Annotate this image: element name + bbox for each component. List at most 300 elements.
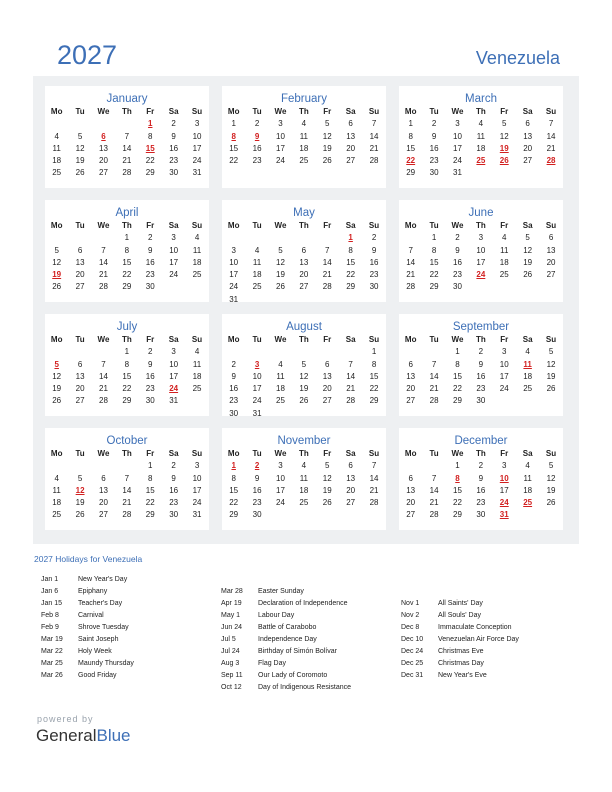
day-number: 13 (99, 143, 108, 153)
week-row (399, 131, 563, 143)
week-row (45, 143, 209, 155)
weekday-label: We (451, 107, 464, 116)
holiday-date-label: Mar 19 (41, 636, 63, 643)
day-number: 16 (369, 257, 379, 267)
day-number: 9 (171, 131, 176, 141)
logo-blue: Blue (96, 726, 131, 745)
month-october (45, 428, 209, 530)
day-number: 10 (476, 245, 486, 255)
weekday-label: Fr (146, 449, 155, 458)
empty-day (222, 232, 245, 244)
day-number: 22 (122, 270, 132, 280)
empty-day (493, 395, 516, 407)
weekday-label: Mo (404, 449, 417, 458)
day-number: 9 (371, 245, 377, 255)
empty-day (516, 509, 539, 521)
holiday-row (401, 670, 519, 682)
day-number: 7 (124, 473, 130, 483)
weekday-label: Sa (168, 335, 179, 344)
holiday-name: New Year's Eve (438, 672, 487, 679)
holiday-name: Venezuelan Air Force Day (438, 636, 519, 643)
holiday-date-label: Aug 3 (221, 660, 240, 667)
day-number: 20 (99, 498, 108, 508)
weekday-label: Fr (323, 449, 332, 458)
month-name: March (465, 93, 497, 105)
day-number: 5 (278, 245, 283, 255)
day-number: 4 (525, 347, 530, 357)
empty-day (339, 294, 362, 306)
day-number: 28 (122, 510, 132, 520)
day-number: 19 (75, 498, 85, 508)
week-row (399, 281, 563, 293)
week-row (399, 383, 563, 395)
empty-day (45, 232, 68, 244)
day-number: 14 (429, 485, 439, 495)
day-number: 27 (546, 270, 556, 280)
day-number: 17 (499, 485, 509, 495)
day-number: 13 (322, 371, 332, 381)
day-number: 1 (231, 119, 236, 129)
weekday-label: Mo (227, 449, 240, 458)
empty-day (339, 408, 362, 420)
holiday-date-label: Jul 24 (221, 648, 240, 655)
empty-day (399, 232, 422, 244)
day-number: 7 (371, 461, 377, 471)
holiday-date: 15 (145, 143, 155, 153)
weekday-header (222, 106, 386, 118)
day-number: 16 (252, 485, 262, 495)
day-number: 2 (171, 461, 176, 471)
day-number: 3 (278, 461, 283, 471)
day-number: 29 (406, 168, 416, 178)
day-number: 29 (145, 510, 155, 520)
week-row (399, 460, 563, 472)
weekday-label: Mo (50, 335, 63, 344)
empty-day (516, 395, 539, 407)
day-number: 4 (254, 245, 260, 255)
day-number: 30 (169, 168, 179, 178)
day-number: 4 (54, 131, 59, 141)
holiday-date-label: Jan 1 (41, 576, 59, 583)
holiday-row (41, 634, 134, 646)
day-number: 30 (229, 408, 239, 418)
day-number: 12 (499, 131, 509, 141)
day-number: 11 (192, 359, 202, 369)
day-number: 11 (192, 245, 202, 255)
day-number: 9 (455, 245, 460, 255)
empty-day (292, 232, 315, 244)
day-number: 28 (346, 396, 356, 406)
holiday-row (41, 598, 134, 610)
day-number: 13 (546, 245, 556, 255)
day-number: 3 (171, 233, 176, 243)
day-number: 8 (231, 473, 236, 483)
weekday-label: Mo (404, 221, 417, 230)
day-number: 25 (52, 168, 62, 178)
weekday-label: Fr (323, 335, 332, 344)
day-number: 5 (77, 473, 83, 483)
holiday-name: Easter Sunday (258, 588, 304, 595)
day-number: 15 (369, 371, 379, 381)
holiday-date-label: Sep 11 (221, 672, 243, 679)
weekday-label: Th (475, 221, 486, 230)
weekday-label: Th (298, 221, 309, 230)
day-number: 13 (75, 371, 85, 381)
weekday-label: Mo (50, 107, 63, 116)
holiday-date: 22 (406, 156, 416, 166)
empty-day (269, 509, 292, 521)
week-row (222, 485, 386, 497)
day-number: 6 (408, 359, 413, 369)
day-number: 13 (75, 257, 85, 267)
day-number: 7 (124, 131, 130, 141)
day-number: 16 (229, 384, 239, 394)
holiday-name: Saint Joseph (78, 636, 119, 643)
day-number: 7 (408, 245, 413, 255)
day-number: 6 (301, 245, 307, 255)
day-number: 16 (169, 485, 179, 495)
weekday-label: Tu (252, 107, 262, 116)
holiday-row (41, 574, 134, 586)
empty-day (399, 346, 422, 358)
holiday-date-label: Dec 8 (401, 624, 420, 631)
holiday-row (401, 634, 519, 646)
day-number: 24 (192, 498, 202, 508)
country-name: Venezuela (475, 48, 560, 68)
day-number: 12 (546, 359, 556, 369)
day-number: 7 (325, 245, 330, 255)
month-january (45, 86, 209, 188)
holiday-date: 1 (231, 461, 236, 471)
month-december (399, 428, 563, 530)
day-number: 11 (52, 143, 61, 153)
day-number: 30 (453, 282, 462, 292)
day-number: 6 (525, 119, 530, 129)
day-number: 3 (171, 347, 176, 357)
month-name: August (286, 321, 322, 333)
day-number: 28 (122, 168, 132, 178)
month-name: July (116, 321, 138, 333)
day-number: 1 (124, 347, 130, 357)
day-number: 22 (145, 156, 155, 166)
day-number: 19 (52, 384, 62, 394)
weekday-label: Su (191, 449, 203, 458)
week-row (45, 473, 209, 485)
day-number: 1 (148, 461, 153, 471)
day-number: 8 (408, 131, 413, 141)
week-row (222, 497, 386, 509)
day-number: 10 (169, 245, 179, 255)
weekday-label: Sa (345, 107, 356, 116)
day-number: 9 (478, 473, 484, 483)
empty-day (92, 346, 115, 358)
empty-day (269, 408, 292, 420)
holiday-row (401, 622, 519, 634)
empty-day (493, 167, 516, 179)
day-number: 24 (276, 498, 285, 508)
weekday-label: We (451, 449, 464, 458)
month-april (45, 200, 209, 302)
day-number: 22 (346, 270, 356, 280)
day-number: 26 (276, 282, 285, 292)
holiday-date: 2 (254, 461, 260, 471)
day-number: 22 (229, 498, 239, 508)
weekday-label: Su (191, 221, 203, 230)
holiday-date: 3 (254, 359, 260, 369)
week-row (222, 245, 386, 257)
day-number: 9 (148, 245, 153, 255)
empty-day (362, 509, 385, 521)
week-row (45, 281, 209, 293)
week-row (45, 485, 209, 497)
day-number: 10 (499, 359, 509, 369)
day-number: 14 (99, 371, 108, 381)
holiday-name: Shrove Tuesday (78, 624, 129, 631)
week-row (399, 245, 563, 257)
day-number: 5 (548, 461, 554, 471)
holiday-date: 24 (476, 270, 486, 280)
day-number: 19 (546, 371, 556, 381)
holiday-date-label: Jan 6 (41, 588, 59, 595)
month-september (399, 314, 563, 416)
day-number: 30 (429, 168, 439, 178)
week-row (45, 359, 209, 371)
empty-day (68, 118, 91, 130)
day-number: 23 (369, 270, 379, 280)
month-name: June (468, 207, 494, 219)
week-row (399, 269, 563, 281)
day-number: 27 (75, 396, 85, 406)
holiday-row (221, 598, 351, 610)
day-number: 5 (325, 119, 330, 129)
day-number: 16 (252, 143, 262, 153)
day-number: 31 (192, 510, 202, 520)
day-number: 24 (229, 282, 239, 292)
weekday-label: Su (191, 107, 203, 116)
week-row (222, 143, 386, 155)
day-number: 18 (299, 485, 309, 495)
day-number: 11 (476, 131, 486, 141)
day-number: 14 (122, 485, 132, 495)
day-number: 29 (346, 282, 356, 292)
holiday-date: 1 (348, 233, 353, 243)
day-number: 26 (546, 498, 556, 508)
weekday-label: Sa (345, 335, 356, 344)
weekday-label: Sa (522, 449, 533, 458)
weekday-label: Tu (429, 107, 439, 116)
empty-day (316, 346, 339, 358)
day-number: 11 (523, 473, 532, 483)
day-number: 19 (322, 143, 332, 153)
weekday-header (45, 334, 209, 346)
week-row (222, 269, 386, 281)
day-number: 31 (252, 408, 262, 418)
day-number: 28 (369, 156, 379, 166)
week-row (399, 359, 563, 371)
week-row (399, 497, 563, 509)
week-row (45, 155, 209, 167)
empty-day (269, 294, 292, 306)
weekday-label: Mo (50, 221, 63, 230)
weekday-header (45, 448, 209, 460)
empty-day (316, 509, 339, 521)
day-number: 14 (369, 473, 379, 483)
weekday-label: Tu (429, 221, 439, 230)
day-number: 23 (252, 156, 262, 166)
holiday-date-label: Mar 22 (41, 648, 63, 655)
day-number: 9 (431, 131, 437, 141)
holiday-date: 19 (52, 270, 62, 280)
day-number: 31 (453, 168, 462, 178)
empty-day (539, 395, 562, 407)
weekday-label: Fr (146, 221, 155, 230)
day-number: 18 (192, 257, 202, 267)
day-number: 25 (252, 282, 262, 292)
day-number: 1 (371, 347, 377, 357)
day-number: 18 (299, 143, 309, 153)
weekday-label: Tu (429, 449, 439, 458)
day-number: 20 (299, 270, 309, 280)
day-number: 17 (276, 485, 285, 495)
holiday-name: Christmas Day (438, 660, 484, 667)
week-row (222, 257, 386, 269)
day-number: 28 (99, 396, 108, 406)
holiday-row (221, 610, 351, 622)
day-number: 12 (322, 131, 332, 141)
day-number: 15 (429, 257, 439, 267)
day-number: 23 (145, 270, 155, 280)
weekday-label: Sa (168, 449, 179, 458)
weekday-label: Su (545, 335, 557, 344)
day-number: 2 (455, 233, 460, 243)
weekday-label: Mo (50, 449, 63, 458)
weekday-label: Sa (522, 107, 533, 116)
week-row (222, 509, 386, 521)
week-row (45, 383, 209, 395)
empty-day (469, 167, 492, 179)
week-row (45, 395, 209, 407)
generalblue-logo[interactable] (36, 726, 131, 746)
week-row (45, 509, 209, 521)
day-number: 10 (192, 473, 202, 483)
empty-day (45, 346, 68, 358)
holiday-name: Our Lady of Coromoto (258, 672, 328, 679)
day-number: 27 (406, 510, 416, 520)
day-number: 28 (322, 282, 332, 292)
weekday-label: Tu (429, 335, 439, 344)
day-number: 22 (122, 384, 132, 394)
day-number: 17 (229, 270, 239, 280)
day-number: 8 (371, 359, 377, 369)
week-row (399, 143, 563, 155)
day-number: 19 (523, 257, 533, 267)
holiday-date-label: Feb 9 (41, 624, 59, 631)
week-row (399, 257, 563, 269)
day-number: 10 (252, 371, 262, 381)
holiday-date: 19 (499, 143, 509, 153)
month-august (222, 314, 386, 416)
day-number: 4 (278, 359, 283, 369)
week-row (222, 346, 386, 358)
week-row (399, 371, 563, 383)
holiday-name: Teacher's Day (78, 600, 123, 607)
day-number: 13 (99, 485, 108, 495)
empty-day (115, 118, 138, 130)
day-number: 26 (299, 396, 309, 406)
day-number: 22 (369, 384, 379, 394)
day-number: 16 (145, 371, 155, 381)
empty-day (68, 460, 91, 472)
weekday-label: Su (368, 335, 380, 344)
holiday-date-label: Mar 26 (41, 672, 63, 679)
holiday-row (401, 646, 519, 658)
day-number: 28 (99, 282, 108, 292)
day-number: 8 (431, 245, 437, 255)
weekday-header (45, 106, 209, 118)
weekday-header (399, 448, 563, 460)
day-number: 29 (122, 396, 132, 406)
day-number: 17 (453, 143, 462, 153)
day-number: 3 (478, 233, 484, 243)
weekday-label: Th (121, 449, 132, 458)
day-number: 27 (99, 168, 108, 178)
weekday-label: Fr (500, 449, 509, 458)
day-number: 13 (523, 131, 533, 141)
weekday-label: We (97, 221, 110, 230)
day-number: 10 (276, 473, 285, 483)
day-number: 31 (169, 396, 179, 406)
day-number: 16 (476, 371, 486, 381)
day-number: 4 (525, 461, 530, 471)
holiday-date: 26 (499, 156, 509, 166)
weekday-label: Sa (345, 221, 356, 230)
day-number: 19 (299, 384, 309, 394)
day-number: 14 (322, 257, 332, 267)
day-number: 22 (453, 384, 462, 394)
day-number: 20 (99, 156, 108, 166)
day-number: 26 (75, 168, 85, 178)
weekday-label: Th (121, 107, 132, 116)
day-number: 21 (322, 270, 332, 280)
day-number: 15 (122, 257, 132, 267)
day-number: 29 (145, 168, 155, 178)
day-number: 26 (546, 384, 556, 394)
holiday-date-label: Jun 24 (221, 624, 243, 631)
holiday-name: Maundy Thursday (78, 660, 134, 667)
weekday-label: Tu (75, 449, 85, 458)
month-march (399, 86, 563, 188)
holiday-date: 12 (75, 485, 85, 495)
empty-day (316, 232, 339, 244)
day-number: 21 (99, 270, 108, 280)
week-row (222, 408, 386, 420)
week-row (45, 346, 209, 358)
weekday-header (222, 334, 386, 346)
day-number: 17 (192, 143, 202, 153)
day-number: 6 (408, 473, 413, 483)
day-number: 23 (476, 498, 486, 508)
week-row (399, 167, 563, 179)
week-row (399, 485, 563, 497)
weekday-header (399, 334, 563, 346)
day-number: 18 (52, 498, 62, 508)
day-number: 15 (346, 257, 356, 267)
day-number: 4 (54, 473, 59, 483)
day-number: 12 (75, 143, 85, 153)
day-number: 11 (252, 257, 262, 267)
day-number: 26 (52, 282, 62, 292)
holiday-name: Birthday of Simón Bolívar (258, 648, 337, 655)
